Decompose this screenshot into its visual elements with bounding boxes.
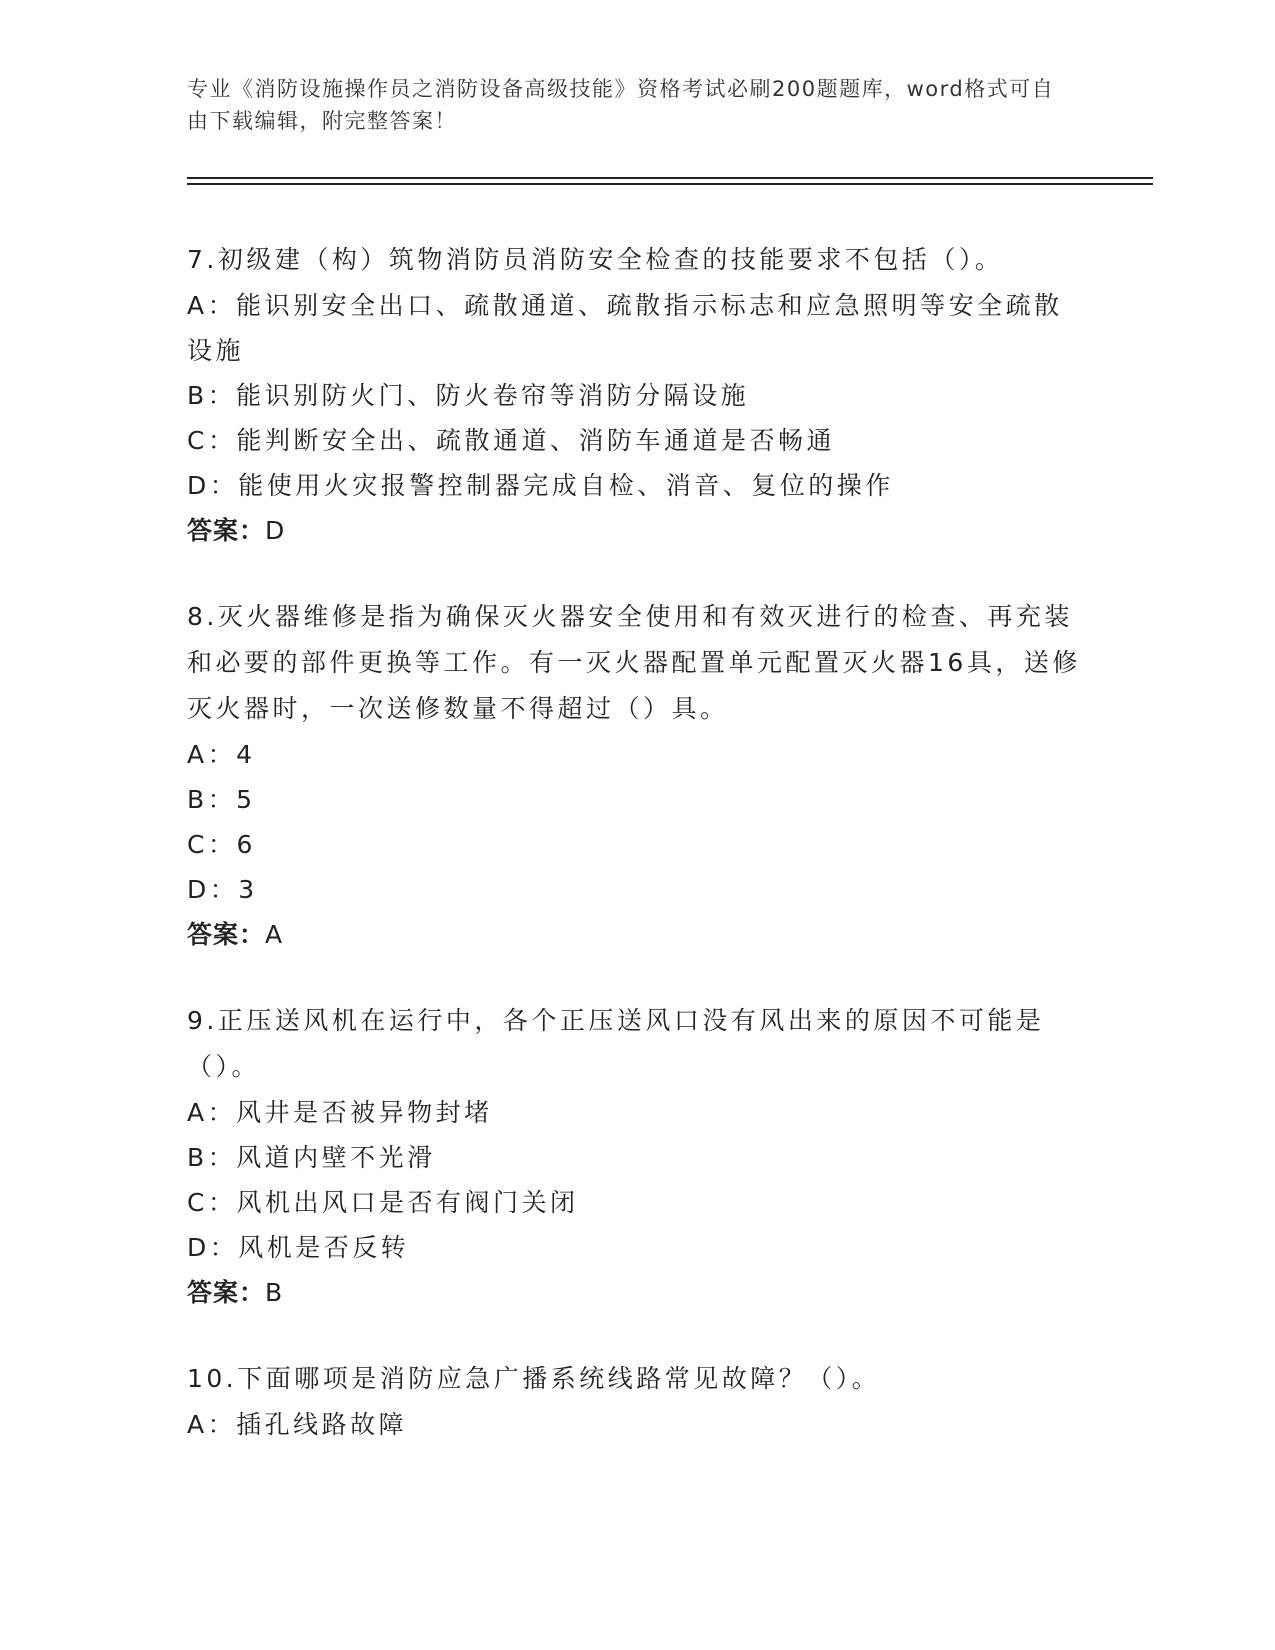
- question-9: [187, 998, 1087, 1315]
- option-d: D：风机是否反转: [187, 1233, 410, 1262]
- option-d: D：3: [187, 875, 258, 904]
- answer-value: D: [265, 516, 286, 545]
- header-divider-bottom: [187, 183, 1153, 185]
- option-b: B：风道内壁不光滑: [187, 1143, 436, 1172]
- answer-line: [187, 1270, 1087, 1315]
- option-a: A：4: [187, 740, 256, 769]
- question-8: [187, 594, 1087, 957]
- option-a: A：风井是否被异物封堵: [187, 1098, 493, 1127]
- question-stem: 9.正压送风机在运行中，各个正压送风口没有风出来的原因不可能是（）。: [187, 1006, 1045, 1081]
- question-stem: 7.初级建（构）筑物消防员消防安全检查的技能要求不包括（）。: [187, 245, 1004, 274]
- question-10: [187, 1356, 1087, 1447]
- option-b: B：能识别防火门、防火卷帘等消防分隔设施: [187, 381, 750, 410]
- header-divider-top: [187, 177, 1153, 179]
- question-7: [187, 237, 1087, 553]
- question-stem: 8.灭火器维修是指为确保灭火器安全使用和有效灭进行的检查、再充装和必要的部件更换等工作。有一灭火器配置单元配置灭火器16具，送修灭火器时，一次送修数量不得超过（）具。: [187, 602, 1081, 723]
- answer-label: 答案：: [187, 516, 266, 545]
- option-a: A：能识别安全出口、疏散通道、疏散指示标志和应急照明等安全疏散设施: [187, 291, 1063, 365]
- question-stem: 10.下面哪项是消防应急广播系统线路常见故障？（）。: [187, 1364, 881, 1393]
- option-d: D：能使用火灾报警控制器完成自检、消音、复位的操作: [187, 471, 894, 500]
- answer-label: 答案：: [187, 920, 266, 949]
- option-a: A：插孔线路故障: [187, 1410, 408, 1439]
- option-c: C：能判断安全出、疏散通道、消防车通道是否畅通: [187, 426, 835, 455]
- answer-label: 答案：: [187, 1278, 266, 1307]
- option-b: B：5: [187, 785, 256, 814]
- question-list: [187, 237, 1087, 1488]
- option-c: C：风机出风口是否有阀门关闭: [187, 1188, 579, 1217]
- answer-value: A: [265, 920, 284, 949]
- answer-value: B: [265, 1278, 284, 1307]
- answer-line: [187, 912, 1087, 957]
- answer-line: [187, 508, 1087, 553]
- option-c: C：6: [187, 830, 256, 859]
- document-header: 专业《消防设施操作员之消防设备高级技能》资格考试必刷200题题库，word格式可自由下载编辑，附完整答案！: [187, 77, 1055, 133]
